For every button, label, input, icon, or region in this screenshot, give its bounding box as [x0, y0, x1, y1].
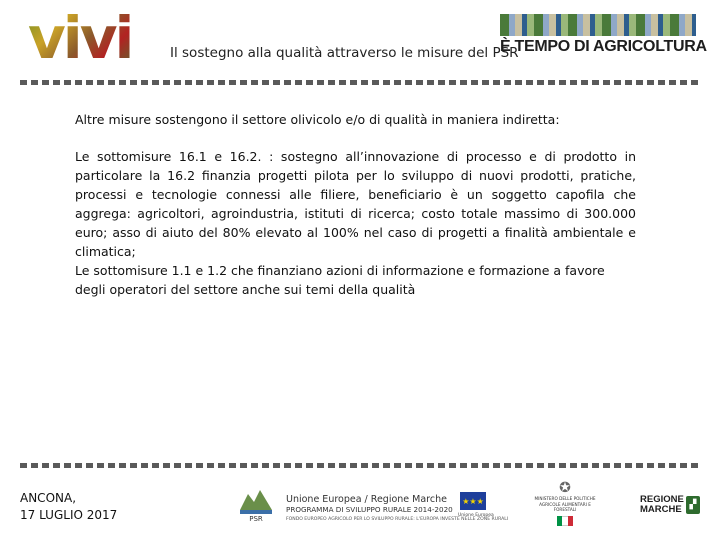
vivi-logo: [28, 4, 132, 72]
ministry-text: MINISTERO DELLE POLITICHE AGRICOLE ALIMENTARI E FORESTALI: [534, 496, 596, 512]
ministry-logo: [530, 480, 600, 526]
intro-text: Altre misure sostengono il settore olivicolo e/o di qualità in maniera indiretta:: [75, 112, 560, 127]
psr-logo-label: PSR: [249, 515, 263, 522]
psr-logo-icon: [236, 480, 276, 522]
regione-marche-logo: [640, 495, 684, 515]
region-line1: REGIONE: [640, 494, 684, 505]
eu-program-block: [286, 494, 509, 522]
slide-content: [75, 110, 636, 299]
vivi-logo-text: vivi: [28, 4, 132, 72]
italy-flag-icon: [557, 516, 573, 526]
footer-location: ANCONA,: [20, 491, 77, 505]
region-line2: MARCHE: [640, 504, 682, 515]
footer-date: 17 LUGLIO 2017: [20, 508, 118, 522]
republic-emblem-icon: ✪: [559, 480, 571, 496]
eu-flag-icon: ★★★: [460, 492, 486, 510]
tempo-agricoltura-logo: [500, 14, 707, 60]
eu-title: Unione Europea / Regione Marche: [286, 494, 447, 505]
eu-flag-caption: Unione Europea: [458, 513, 494, 518]
logo-image-strip: [500, 14, 696, 36]
tempo-agricoltura-text: È TEMPO DI AGRICOLTURA: [500, 38, 707, 55]
footer-location-date: [20, 490, 117, 524]
eu-program: PROGRAMMA DI SVILUPPO RURALE 2014-2020: [286, 505, 453, 514]
top-divider: [20, 80, 700, 85]
regione-marche-mark-icon: ▞: [686, 496, 700, 514]
paragraph-16: Le sottomisure 16.1 e 16.2. : sostegno all’innovazione di processo e di prodotto in particolare la 16.2 finanzia progetti pilota per lo sviluppo di nuovi prodotti, pratiche, processi e tecnologie connessi alle filiere, beneficiario è un soggetto capofila che aggrega: agricoltori, agroindustria, istituti di ricerca; costo totale massimo di 300.000 euro; asso di aiuto del 80% elevato al 100% nel caso di progetti a finalità ambientale e climatica;: [75, 149, 636, 259]
bottom-divider: [20, 463, 700, 468]
paragraph-1: Le sottomisure 1.1 e 1.2 che finanziano azioni di informazione e formazione a favore degli operatori del settore anche sui temi della qualità: [75, 263, 605, 297]
eu-fund-text: FONDO EUROPEO AGRICOLO PER LO SVILUPPO RURALE: L'EUROPA INVESTE NELLE ZONE RURALI: [286, 517, 509, 522]
page-title: Il sostegno alla qualità attraverso le misure del PSR: [170, 45, 519, 61]
